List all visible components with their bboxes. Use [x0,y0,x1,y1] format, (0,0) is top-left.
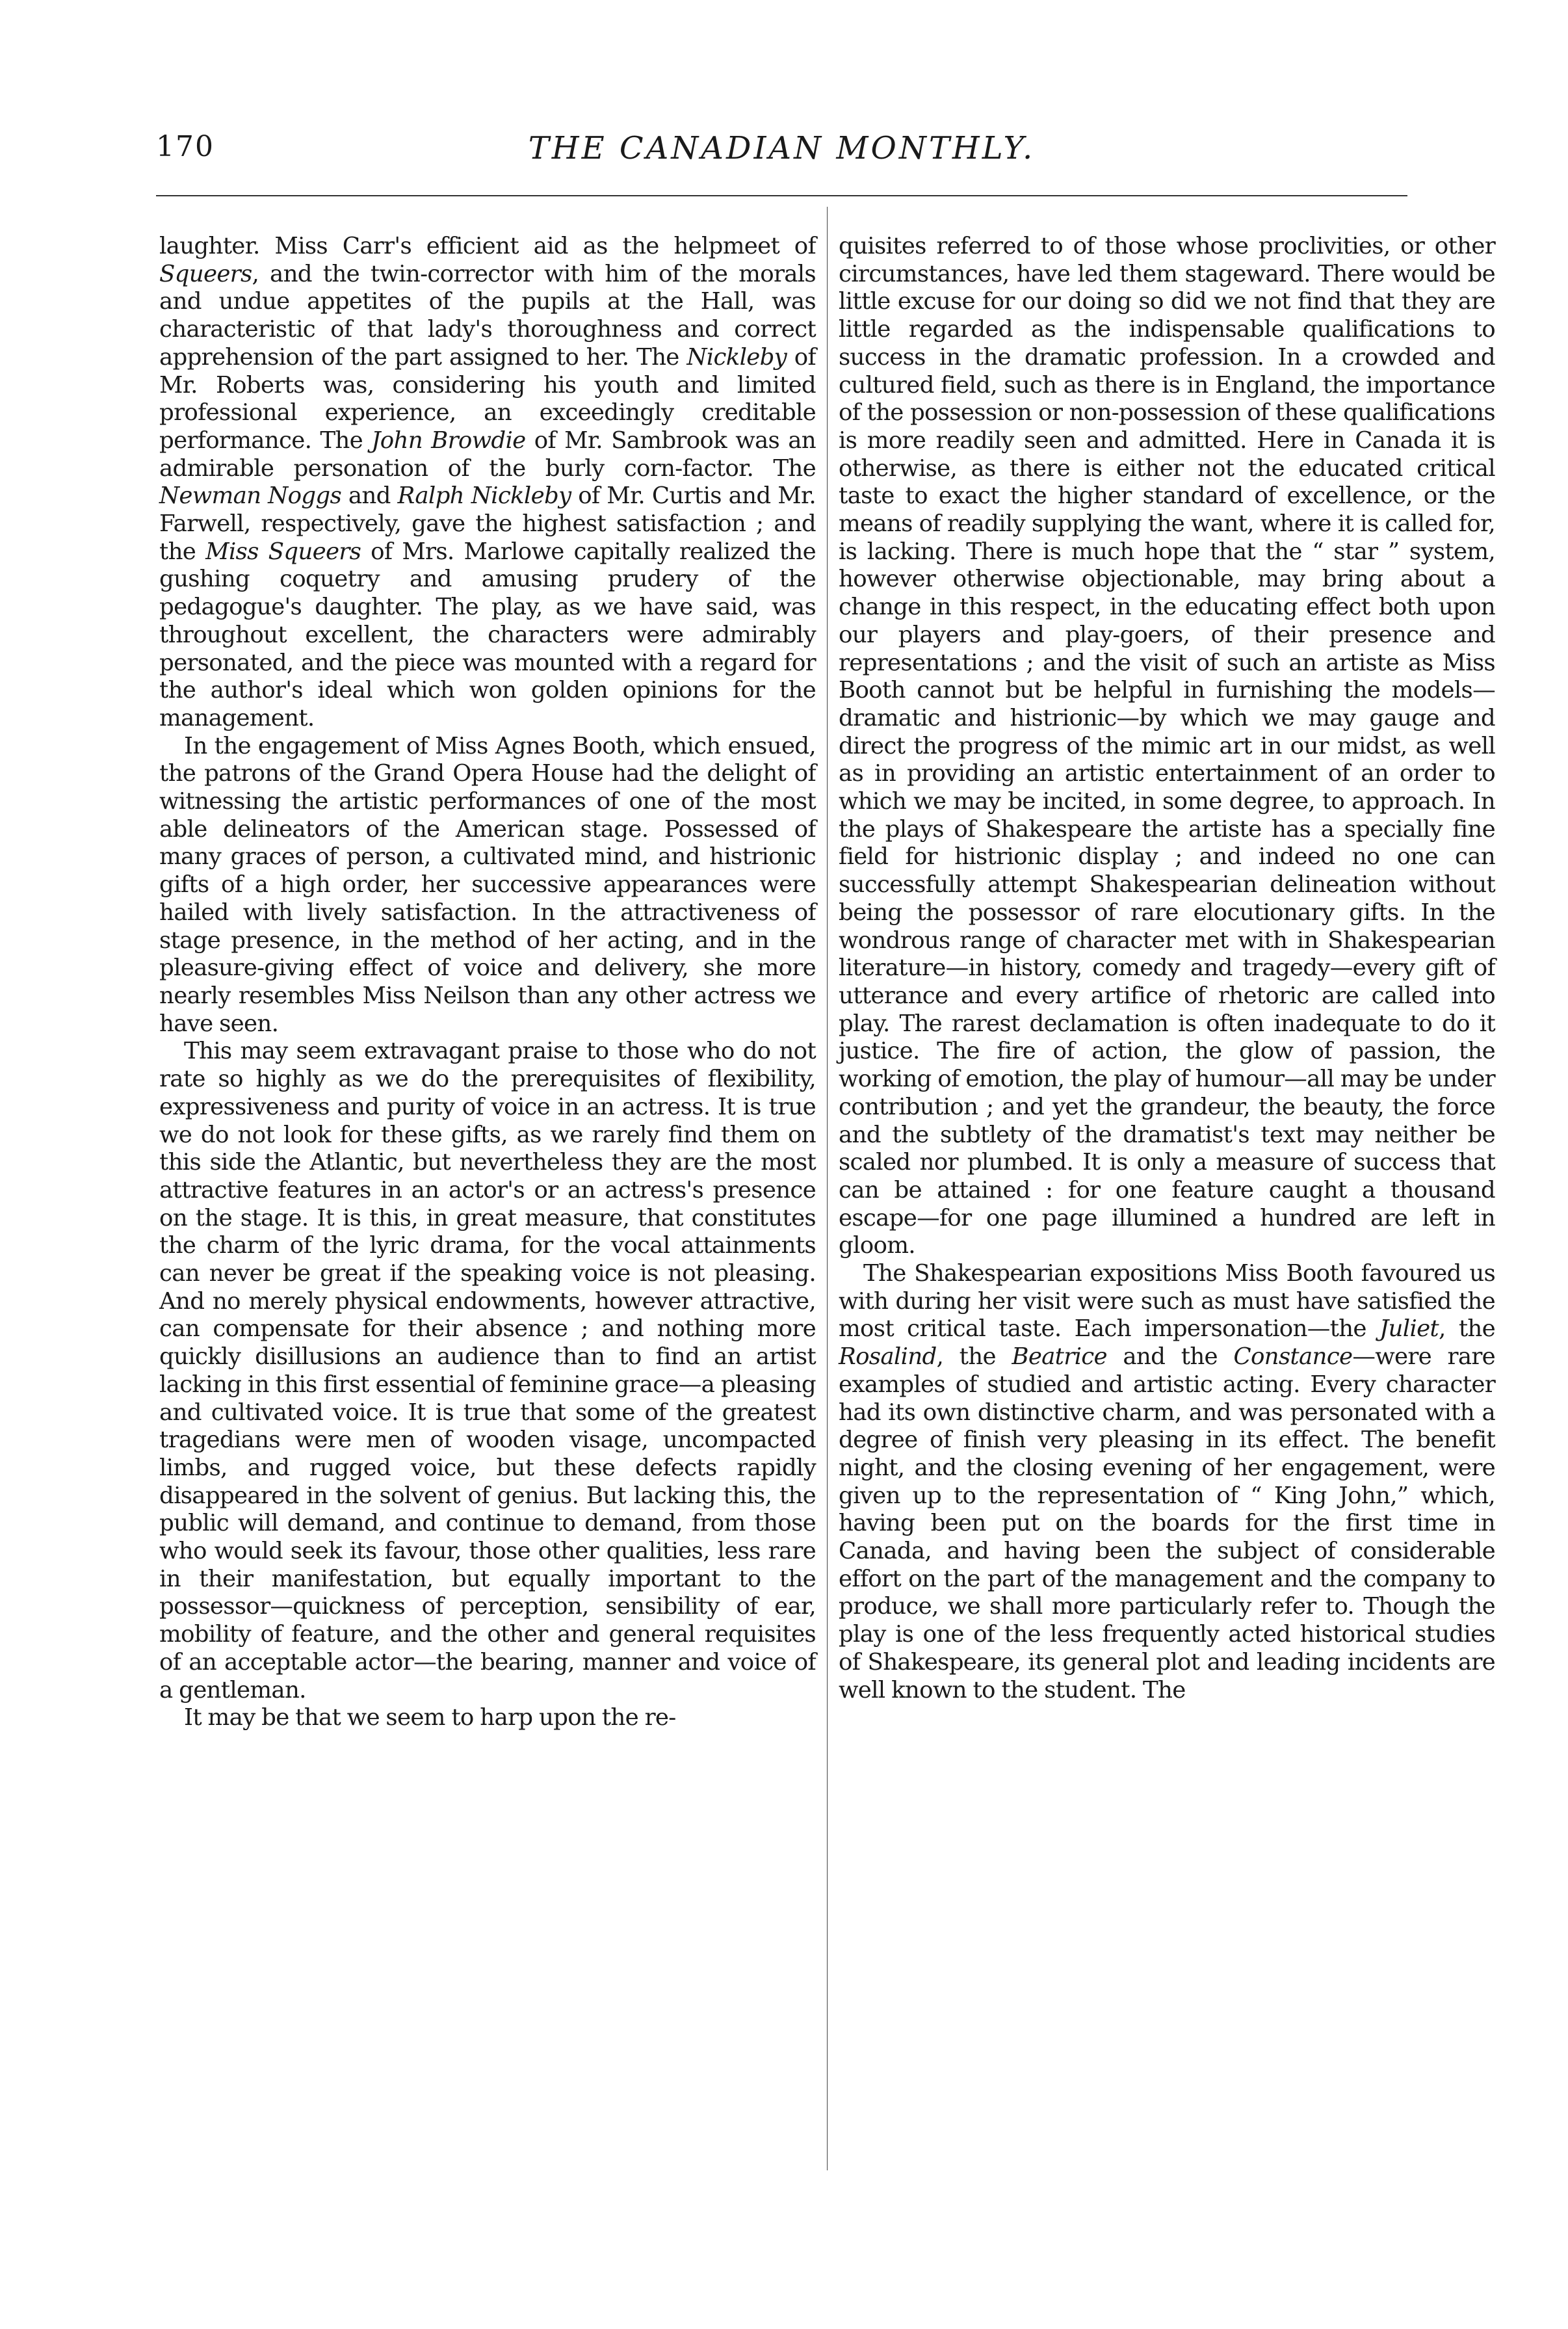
paragraph [159,1038,816,1704]
italic-run: Newman Noggs [159,482,342,510]
text-run: of Mr. Roberts was, considering his youth and limited professional experience, an exceedingly creditable performance. The [159,343,816,454]
text-run: and the [1106,1343,1234,1371]
text-run: , the [936,1343,1012,1371]
text-run: It may be that we seem to harp upon the re- [184,1704,676,1731]
italic-run: Constance [1233,1343,1353,1371]
paragraph [839,1260,1495,1704]
italic-run: Miss Squeers [205,538,361,565]
text-run: , and the twin-corrector with him of the morals and undue appetites of the pupils at the Hall, was characteristic of that lady's thoroughness and correct apprehension of the part assigned to her. The [159,260,816,371]
text-run: quisites referred to of those whose proclivities, or other circumstances, have led them stageward. There would be little excuse for our doing so did we not find that they are little regarded as the indispensable qualifications to success in the dramatic profession. In a crowded and cultured field, such as there is in England, the importance of the possession or non-possession of these qualifications is more readily seen and admitted. Here in Canada it is otherwise, as there is either not the educated critical taste to exact the higher standard of excellence, or the means of readily supplying the want, where it is called for, is lacking. There is much hope that the “ star ” system, however otherwise objectionable, may bring about a change in this respect, in the educating effect both upon our players and play-goers, of their presence and representations ; and the visit of such an artiste as Miss Booth cannot but be helpful in furnishing the models—dramatic and histrionic—by which we may gauge and direct the progress of the mimic art in our midst, as well as in providing an artistic entertainment of an order to which we may be incited, in some degree, to approach. In the plays of Shakespeare the artiste has a specially fine field for histrionic display ; and indeed no one can successfully attempt Shakespearian delineation without being the possessor of rare elocutionary gifts. In the wondrous range of character met with in Shakespearian literature—in history, comedy and tragedy—every gift of utterance and every artifice of rhetoric are called into play. The rarest declamation is often inadequate to do it justice. The fire of action, the glow of passion, the working of emotion, the play of humour—all may be under contribution ; and yet the grandeur, the beauty, the force and the subtlety of the dramatist's text may neither be scaled nor plumbed. It is only a measure of success that can be attained : for one feature caught a thousand escape—for one page illumined a hundred are left in gloom. [839,233,1495,1259]
right-column [839,233,1495,1704]
page-number: 170 [156,130,215,163]
page-header [156,130,1407,176]
italic-run: Juliet [1379,1315,1439,1343]
header-rule [156,195,1407,196]
paragraph [159,1704,816,1732]
text-run: The Shakespearian expositions Miss Booth favoured us with during her visit were such as must have satisfied the most critical taste. Each impersonation—the [839,1260,1495,1343]
left-column [159,233,816,1732]
text-run: —were rare examples of studied and artistic acting. Every character had its own distinctive charm, and was personated with a degree of finish very pleasing in its effect. The benefit night, and the closing evening of her engagement, were given up to the representation of “ King John,” which, having been put on the boards for the first time in Canada, and having been the subject of considerable effort on the part of the management and the company to produce, we shall more particularly refer to. Though the play is one of the less frequently acted historical studies of Shakespeare, its general plot and leading incidents are well known to the student. The [839,1343,1496,1704]
text-run: of Mr. Sambrook was an admirable personation of the burly corn-factor. The [159,427,817,482]
italic-run: Squeers [159,260,252,287]
italic-run: Rosalind [839,1343,937,1371]
text-run: of Mr. Curtis and Mr. Farwell, respectively, gave the highest satisfaction ; and the [159,482,816,565]
text-run: laughter. Miss Carr's efficient aid as the helpmeet of [159,233,816,259]
italic-run: Ralph Nickleby [397,482,571,510]
text-run: This may seem extravagant praise to those who do not rate so highly as we do the prerequisites of flexibility, expressiveness and purity of voice in an actress. It is true we do not look for these gifts, as we rarely find them on this side the Atlantic, but nevertheless they are the most attractive features in an actor's or an actress's presence on the stage. It is this, in great measure, that constitutes the charm of the lyric drama, for the vocal attainments can never be great if the speaking voice is not pleasing. And no merely physical endowments, however attractive, can compensate for their absence ; and nothing more quickly disillusions an audience than to find an artist lacking in this first essential of feminine grace—a pleasing and cultivated voice. It is true that some of the greatest tragedians were men of wooden visage, uncompacted limbs, and rugged voice, but these defects rapidly disappeared in the solvent of genius. But lacking this, the public will demand, and continue to demand, from those who would seek its favour, those other qualities, less rare in their manifestation, but equally important to the possessor—quickness of perception, sensibility of ear, mobility of feature, and the other and general requisites of an acceptable actor—the bearing, manner and voice of a gentleman. [159,1038,816,1704]
italic-run: Nickleby [686,343,787,371]
paragraph [839,233,1495,1260]
column-divider [827,207,828,2170]
text-run: of Mrs. Marlowe capitally realized the gushing coquetry and amusing prudery of the pedagogue's daughter. The play, as we have said, was throughout excellent, the characters were admirably personated, and the piece was mounted with a regard for the author's ideal which won golden opinions for the management. [159,538,816,731]
running-title: THE CANADIAN MONTHLY. [528,130,1036,166]
paragraph [159,233,816,733]
italic-run: John Browdie [371,427,526,454]
italic-run: Beatrice [1012,1343,1107,1371]
text-run: , the [1439,1315,1495,1343]
text-run: In the engagement of Miss Agnes Booth, which ensued, the patrons of the Grand Opera House had the delight of witnessing the artistic performances of one of the most able delineators of the American stage. Possessed of many graces of person, a cultivated mind, and histrionic gifts of a high order, her successive appearances were hailed with lively satisfaction. In the attractiveness of stage presence, in the method of her acting, and in the pleasure-giving effect of voice and delivery, she more nearly resembles Miss Neilson than any other actress we have seen. [159,732,816,1037]
paragraph [159,733,816,1038]
text-run: and [341,482,398,510]
